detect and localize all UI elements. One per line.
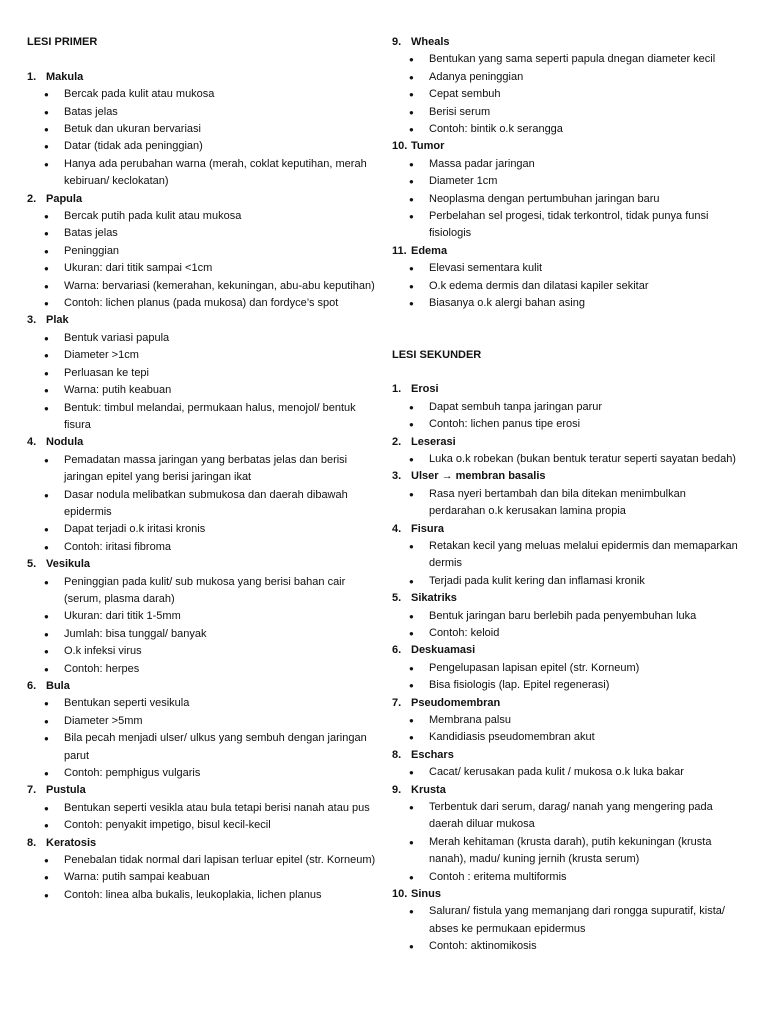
item-title-text: Pseudomembran: [411, 696, 501, 709]
primer-list-continued: [392, 34, 742, 313]
item-title: [392, 886, 742, 903]
item-number: 4.: [27, 436, 37, 449]
bullet-list: [392, 399, 742, 434]
list-item: [27, 835, 377, 905]
item-title-text: Wheals: [411, 36, 450, 48]
bullet-item: ● Perluasan ke tepi: [27, 365, 377, 382]
bullet-item: ● Perbelahan sel progesi, tidak terkontrol, tidak punya funsi fisiologis: [392, 208, 742, 243]
item-number: 8.: [27, 836, 37, 849]
bullet-item: ● Bentukan yang sama seperti papula dnegan diameter kecil: [392, 51, 742, 68]
bullet-list: [392, 451, 742, 468]
list-item: [27, 312, 377, 434]
bullet-item: ● Contoh: bintik o.k serangga: [392, 121, 742, 138]
bullet-item: ● Diameter >1cm: [27, 347, 377, 364]
item-title-text: Bula: [46, 680, 70, 693]
bullet-item: ● Bentukan seperti vesikula: [27, 695, 377, 712]
item-title: [27, 556, 377, 573]
bullet-list: [27, 452, 377, 556]
bullet-item: ● Warna: putih sampai keabuan: [27, 869, 377, 886]
item-title: [392, 747, 742, 764]
bullet-list: [392, 51, 742, 138]
bullet-item: ● Penebalan tidak normal dari lapisan terluar epitel (str. Korneum): [27, 852, 377, 869]
bullet-item: ● Rasa nyeri bertambah dan bila ditekan menimbulkan perdarahan o.k kerusakan lamina propia: [392, 486, 742, 521]
bullet-item: ● Pengelupasan lapisan epitel (str. Korneum): [392, 660, 742, 677]
bullet-list: [27, 330, 377, 434]
bullet-item: ● Massa padar jaringan: [392, 156, 742, 173]
bullet-item: ● Berisi serum: [392, 104, 742, 121]
bullet-item: ● Diameter >5mm: [27, 713, 377, 730]
item-title-text: Krusta: [411, 783, 446, 796]
heading-spacer: [392, 364, 742, 381]
item-number: 7.: [27, 784, 37, 797]
bullet-item: ● Ukuran: dari titik 1-5mm: [27, 608, 377, 625]
item-number: 9.: [392, 783, 402, 796]
item-title: [27, 312, 377, 329]
right-column: [392, 34, 742, 956]
bullet-item: ● Contoh: aktinomikosis: [392, 938, 742, 955]
bullet-item: ● Contoh : eritema multiformis: [392, 869, 742, 886]
bullet-list: [392, 608, 742, 643]
bullet-item: ● Bentuk variasi papula: [27, 330, 377, 347]
item-title: [392, 34, 742, 51]
item-title-text: Leserasi: [411, 435, 456, 448]
list-item: [27, 69, 377, 191]
bullet-item: ● Jumlah: bisa tunggal/ banyak: [27, 626, 377, 643]
item-number: 9.: [392, 36, 402, 48]
item-title: [392, 468, 742, 485]
item-title-text: Eschars: [411, 748, 454, 761]
list-item: [27, 434, 377, 556]
bullet-item: ● Bentukan seperti vesikla atau bula tetapi berisi nanah atau pus: [27, 800, 377, 817]
bullet-list: [27, 208, 377, 312]
bullet-item: ● Betuk dan ukuran bervariasi: [27, 121, 377, 138]
bullet-item: ● Dasar nodula melibatkan submukosa dan daerah dibawah epidermis: [27, 487, 377, 522]
item-title-text: Keratosis: [46, 836, 97, 849]
left-column: [27, 34, 377, 904]
item-number: 5.: [27, 558, 37, 571]
item-title-text: Plak: [46, 314, 69, 327]
list-item: [27, 782, 377, 834]
section-heading-primer: LESI PRIMER: [27, 36, 98, 48]
bullet-item: ● Cepat sembuh: [392, 86, 742, 103]
item-title: [392, 782, 742, 799]
bullet-list: [392, 156, 742, 243]
bullet-list: [392, 799, 742, 886]
bullet-item: ● O.k edema dermis dan dilatasi kapiler sekitar: [392, 278, 742, 295]
list-item: [392, 642, 742, 694]
bullet-item: ● Terbentuk dari serum, darag/ nanah yang mengering pada daerah diluar mukosa: [392, 799, 742, 834]
item-title: [392, 434, 742, 451]
item-title: [27, 191, 377, 208]
list-item: [392, 747, 742, 782]
list-item: [392, 521, 742, 591]
bullet-item: ● Batas jelas: [27, 104, 377, 121]
item-title-text: Erosi: [411, 383, 439, 396]
list-item: [27, 556, 377, 678]
primer-list: [27, 69, 377, 905]
bullet-list: [392, 764, 742, 781]
bullet-list: [392, 538, 742, 590]
bullet-item: ● Membrana palsu: [392, 712, 742, 729]
item-number: 6.: [27, 680, 37, 693]
bullet-item: ● Kandidiasis pseudomembran akut: [392, 729, 742, 746]
sekunder-list: [392, 381, 742, 955]
bullet-item: ● Cacat/ kerusakan pada kulit / mukosa o.k luka bakar: [392, 764, 742, 781]
item-title: [27, 678, 377, 695]
section-gap: [392, 313, 742, 347]
item-number: 4.: [392, 522, 402, 535]
bullet-item: ● Contoh: keloid: [392, 625, 742, 642]
bullet-item: ● Bercak pada kulit atau mukosa: [27, 86, 377, 103]
item-title-text: Pustula: [46, 784, 86, 797]
bullet-item: ● Dapat sembuh tanpa jaringan parur: [392, 399, 742, 416]
bullet-item: ● Neoplasma dengan pertumbuhan jaringan baru: [392, 191, 742, 208]
bullet-item: ● Peninggian: [27, 243, 377, 260]
item-title-text: Papula: [46, 192, 83, 205]
bullet-item: ● Contoh: lichen panus tipe erosi: [392, 416, 742, 433]
list-item: [392, 434, 742, 469]
bullet-item: ● Luka o.k robekan (bukan bentuk teratur seperti sayatan bedah): [392, 451, 742, 468]
item-number: 8.: [392, 748, 402, 761]
bullet-item: ● Bercak putih pada kulit atau mukosa: [27, 208, 377, 225]
bullet-item: ● Ukuran: dari titik sampai <1cm: [27, 260, 377, 277]
item-number: 2.: [392, 435, 402, 448]
bullet-item: ● Contoh: penyakit impetigo, bisul kecil-kecil: [27, 817, 377, 834]
item-title: [392, 138, 742, 155]
bullet-item: ● Contoh: linea alba bukalis, leukoplakia, lichen planus: [27, 887, 377, 904]
item-title-text: Vesikula: [46, 558, 91, 571]
item-number: 5.: [392, 592, 402, 605]
item-number: 10.: [392, 888, 408, 901]
item-title: [392, 642, 742, 659]
bullet-item: ● Bentuk jaringan baru berlebih pada penyembuhan luka: [392, 608, 742, 625]
item-title: [392, 590, 742, 607]
item-title: [27, 434, 377, 451]
bullet-item: ● Batas jelas: [27, 225, 377, 242]
bullet-list: [392, 712, 742, 747]
bullet-item: ● Bentuk: timbul melandai, permukaan halus, menojol/ bentuk fisura: [27, 400, 377, 435]
bullet-item: ● Merah kehitaman (krusta darah), putih kekuningan (krusta nanah), madu/ kuning jernih (krusta serum): [392, 834, 742, 869]
item-title-text: Ulser → membran basalis: [411, 470, 546, 483]
bullet-item: ● O.k infeksi virus: [27, 643, 377, 660]
bullet-item: ● Pemadatan massa jaringan yang berbatas jelas dan berisi jaringan epitel yang berisi jaringan ikat: [27, 452, 377, 487]
item-number: 1.: [27, 70, 37, 83]
list-item: [392, 886, 742, 956]
bullet-item: ● Diameter 1cm: [392, 173, 742, 190]
bullet-item: ● Peninggian pada kulit/ sub mukosa yang berisi bahan cair (serum, plasma darah): [27, 574, 377, 609]
item-title-text: Sikatriks: [411, 592, 457, 605]
bullet-list: [27, 86, 377, 190]
bullet-item: ● Adanya peninggian: [392, 69, 742, 86]
item-title-text: Sinus: [411, 888, 441, 901]
item-number: 3.: [392, 470, 402, 483]
bullet-list: [392, 260, 742, 312]
item-title-text: Tumor: [411, 140, 445, 153]
item-title-text: Makula: [46, 70, 84, 83]
item-number: 2.: [27, 192, 37, 205]
bullet-item: ● Datar (tidak ada peninggian): [27, 138, 377, 155]
item-number: 1.: [392, 383, 402, 396]
item-title: [27, 835, 377, 852]
bullet-item: ● Retakan kecil yang meluas melalui epidermis dan memaparkan dermis: [392, 538, 742, 573]
bullet-list: [27, 695, 377, 782]
bullet-item: ● Contoh: herpes: [27, 661, 377, 678]
list-item: [392, 138, 742, 242]
item-number: 6.: [392, 644, 402, 657]
list-item: [392, 468, 742, 520]
bullet-item: ● Terjadi pada kulit kering dan inflamasi kronik: [392, 573, 742, 590]
list-item: [27, 191, 377, 313]
item-number: 11.: [392, 244, 407, 257]
item-title-text: Deskuamasi: [411, 644, 476, 657]
item-title-text: Fisura: [411, 522, 445, 535]
bullet-item: ● Contoh: pemphigus vulgaris: [27, 765, 377, 782]
item-number: 7.: [392, 696, 402, 709]
section-heading-sekunder: LESI SEKUNDER: [392, 348, 482, 361]
list-item: [27, 678, 377, 782]
bullet-list: [392, 660, 742, 695]
bullet-list: [392, 486, 742, 521]
item-title-text: Nodula: [46, 436, 84, 449]
bullet-list: [27, 800, 377, 835]
bullet-item: ● Saluran/ fistula yang memanjang dari rongga supuratif, kista/ abses ke permukaan epidermus: [392, 903, 742, 938]
item-title: [392, 381, 742, 398]
bullet-item: ● Hanya ada perubahan warna (merah, coklat keputihan, merah kebiruan/ keclokatan): [27, 156, 377, 191]
bullet-item: ● Warna: putih keabuan: [27, 382, 377, 399]
bullet-list: [392, 903, 742, 955]
item-title: [392, 695, 742, 712]
bullet-list: [27, 574, 377, 678]
list-item: [392, 695, 742, 747]
bullet-list: [27, 852, 377, 904]
bullet-item: ● Dapat terjadi o.k iritasi kronis: [27, 521, 377, 538]
list-item: [392, 782, 742, 886]
item-title: [392, 521, 742, 538]
bullet-item: ● Bisa fisiologis (lap. Epitel regenerasi): [392, 677, 742, 694]
item-number: 10.: [392, 140, 408, 153]
item-title-text: Edema: [411, 244, 448, 257]
bullet-item: ● Contoh: iritasi fibroma: [27, 539, 377, 556]
bullet-item: ● Contoh: lichen planus (pada mukosa) dan fordyce’s spot: [27, 295, 377, 312]
bullet-item: ● Elevasi sementara kulit: [392, 260, 742, 277]
item-title: [27, 69, 377, 86]
bullet-item: ● Bila pecah menjadi ulser/ ulkus yang sembuh dengan jaringan parut: [27, 730, 377, 765]
item-number: 3.: [27, 314, 37, 327]
list-item: [392, 381, 742, 433]
bullet-item: ● Biasanya o.k alergi bahan asing: [392, 295, 742, 312]
bullet-item: ● Warna: bervariasi (kemerahan, kekuningan, abu-abu keputihan): [27, 278, 377, 295]
heading-spacer: [27, 51, 377, 68]
list-item: [392, 243, 742, 313]
item-title: [27, 782, 377, 799]
item-title: [392, 243, 742, 260]
list-item: [392, 34, 742, 138]
list-item: [392, 590, 742, 642]
